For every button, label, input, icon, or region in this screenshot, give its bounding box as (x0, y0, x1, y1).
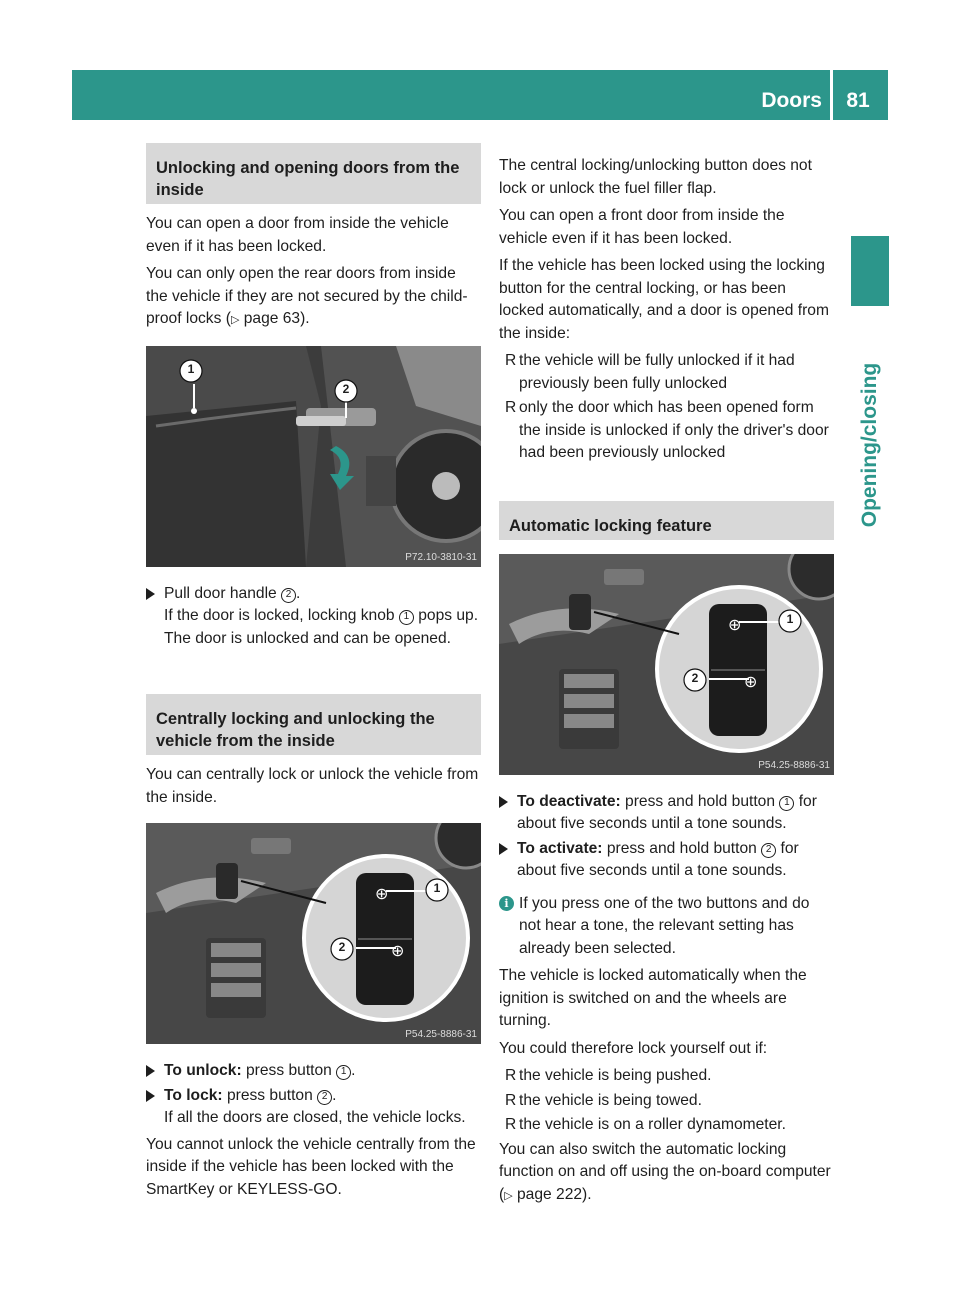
step-unlock: To unlock: press button 1 . (146, 1060, 481, 1083)
step-arrow-icon (146, 1065, 155, 1077)
paragraph: You can also switch the automatic locking function on and off using the on-board computer (▷ page 222). (499, 1140, 831, 1203)
step-arrow-icon (146, 1090, 155, 1102)
callout-ref: 2 (761, 843, 776, 858)
step-pull-handle: Pull door handle 2 . If the door is locked, locking knob 1 pops up. The door is unlocked and can be opened. (146, 583, 481, 651)
callout-ref: 1 (336, 1065, 351, 1080)
callout-ref: 2 (317, 1090, 332, 1105)
page-number: 81 (846, 89, 870, 112)
paragraph: You can centrally lock or unlock the vehicle from the inside. (146, 766, 479, 806)
page-ref-arrow-icon: ▷ (230, 314, 240, 326)
step-activate: To activate: press and hold button 2 for about five seconds until a tone sounds. (499, 838, 834, 883)
callout-1: 1 (433, 881, 441, 895)
header-divider (830, 70, 833, 120)
lock-symbol-icon: ⊕ (744, 671, 758, 691)
callout-2: 2 (691, 670, 699, 685)
chapter-tab (851, 236, 889, 306)
figure-code: P54.25-8886-31 (758, 759, 830, 771)
list-item: R the vehicle is being towed. (505, 1091, 702, 1109)
callout-ref: 1 (399, 610, 414, 625)
callout-ref: 1 (779, 796, 794, 811)
left-column (146, 143, 481, 1206)
page-ref-arrow-icon: ▷ (504, 1189, 513, 1202)
step-arrow-icon (499, 843, 508, 855)
section-title-central-locking: Centrally locking and unlocking the vehicle from the inside (146, 694, 481, 755)
unlock-symbol-icon: ⊕ (375, 884, 389, 903)
central-locking-figure (146, 823, 481, 1044)
list-item: R the vehicle will be fully unlocked if it had previously been fully unlocked (505, 352, 795, 392)
callout-2: 2 (338, 940, 346, 954)
step-arrow-icon (146, 588, 155, 600)
callout-1: 1 (187, 361, 195, 376)
page-ref-link[interactable]: page 63). (239, 310, 310, 327)
chapter-label-text: Opening/closing (858, 362, 881, 528)
paragraph: You can open a front door from inside the vehicle even if it has been locked. (499, 207, 785, 247)
door-handle-figure (146, 346, 481, 567)
paragraph: The central locking/unlocking button does not lock or unlock the fuel filler flap. (499, 157, 812, 197)
unlock-symbol-icon: ⊕ (728, 614, 742, 634)
paragraph: You cannot unlock the vehicle centrally from the inside if the vehicle has been locked with the SmartKey or KEYLESS-GO. (146, 1135, 476, 1198)
chapter-label (846, 320, 894, 570)
figure-code: P72.10-3810-31 (405, 551, 477, 563)
step-deactivate: To deactivate: press and hold button 1 for about five seconds until a tone sounds. (499, 791, 834, 836)
list-item: R the vehicle is on a roller dynamometer. (505, 1116, 786, 1133)
callout-2: 2 (342, 381, 350, 396)
automatic-locking-figure (499, 554, 834, 775)
lock-symbol-icon: ⊕ (391, 941, 405, 960)
callout-ref: 2 (281, 588, 296, 603)
paragraph: You can open a door from inside the vehicle even if it has been locked. (146, 215, 449, 255)
header-title: Doors (761, 89, 822, 112)
paragraph: The vehicle is locked automatically when the ignition is switched on and the wheels are turning. (499, 967, 807, 1029)
info-note: i If you press one of the two buttons and do not hear a tone, the relevant setting has already been selected. (499, 893, 834, 961)
paragraph: You could therefore lock yourself out if: (499, 1039, 768, 1057)
callout-1: 1 (786, 611, 794, 626)
paragraph: If the vehicle has been locked using the locking button for the central locking, or has been locked automatically, and a door is opened from the inside: (499, 257, 829, 342)
paragraph: You can only open the rear doors from inside the vehicle if they are not secured by the child-proof locks (▷ page 63). (146, 265, 468, 327)
figure-code: P54.25-8886-31 (405, 1029, 477, 1040)
info-icon: i (499, 896, 514, 911)
step-arrow-icon (499, 796, 508, 808)
list-item: R only the door which has been opened form the inside is unlocked if only the driver's door had been previously unlocked (505, 399, 829, 461)
step-lock: To lock: press button 2 . If all the doors are closed, the vehicle locks. (146, 1085, 481, 1130)
right-column (499, 155, 834, 1212)
section-title-unlocking: Unlocking and opening doors from the inside (146, 143, 481, 204)
section-title-automatic-locking: Automatic locking feature (499, 501, 834, 540)
list-item: R the vehicle is being pushed. (505, 1067, 712, 1084)
page-ref-link[interactable]: page 222). (512, 1185, 592, 1203)
